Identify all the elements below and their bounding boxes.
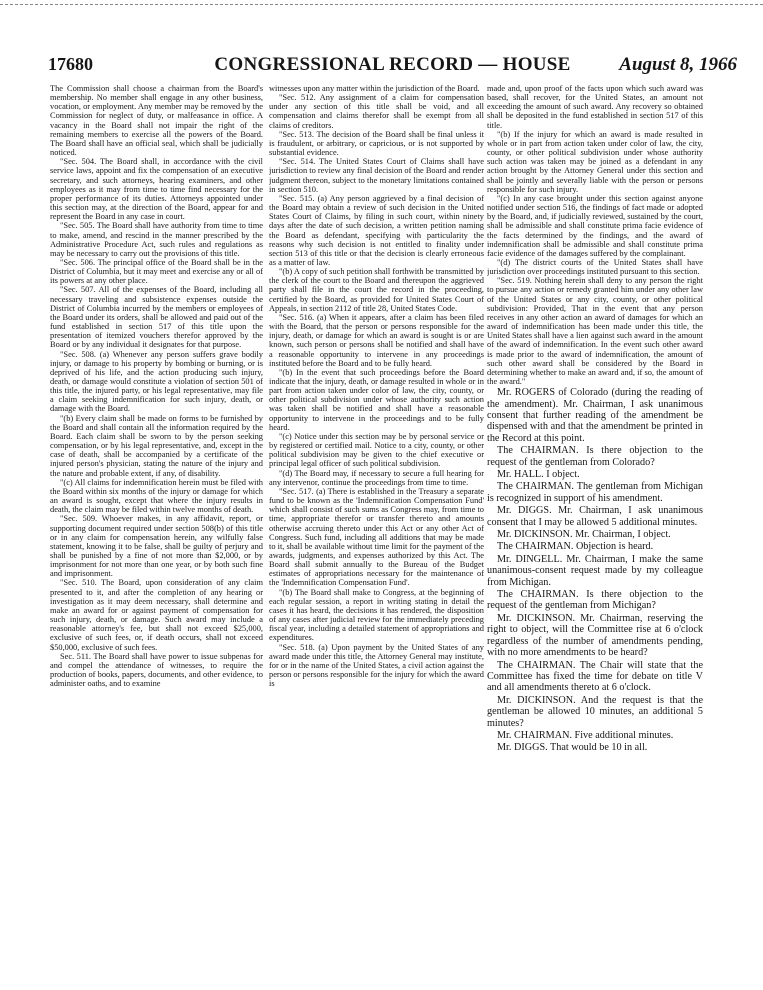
paragraph: "(c) Notice under this section may be by personal service or by registered or certified mail. Notice to a city, county, or other political subdivision may be given to the chief executive or principal legal officer of such political subdivision. — [269, 431, 484, 469]
paragraph: "Sec. 514. The United States Court of Claims shall have jurisdiction to review any final decision of the Board and render judgment thereon, subject to the monetary limitations contained in section 510. — [269, 157, 484, 194]
paragraph: "(d) The district courts of the United States shall have jurisdiction over proceedings instituted pursuant to this section. — [487, 257, 703, 277]
paragraph: "Sec. 504. The Board shall, in accordance with the civil service laws, appoint and fix the compensation of an executive secretary, and such attorneys, hearing examiners, and other employees as it may from time to time find necessary for the proper performance of its duties. Attorneys appointed under this section may, at the direction of the Board, appear for and represent the Board in any case in court. — [50, 157, 263, 222]
paragraph: "(b) A copy of such petition shall forthwith be transmitted by the clerk of the court to the Board and thereupon the aggrieved party shall file in the court the record in the proceeding, certified by the Board, as provided for United States Court of Appeals, in section 2112 of title 28, United States Code. — [269, 267, 484, 313]
paragraph: "(b) Every claim shall be made on forms to be furnished by the Board and shall contain all the information required by the Board. Each claim shall be sworn to by the person seeking compensation, or by his legal representative, and, except in the case of death, shall be accompanied by a certificate of the injured person's physician, stating the nature of the injury and the nature and probable extent, if any, of disability. — [50, 413, 263, 478]
page-date: August 8, 1966 — [619, 54, 737, 75]
paragraph: "(b) If the injury for which an award is made resulted in whole or in part from action taken under color of law, the city, county, or other political subdivision under whose authority such action was taken may be joined as a defendant in any action brought by the Attorney General under this section and shall be jointly and severally liable with the person or persons responsible for such injury. — [487, 129, 703, 194]
paragraph: The CHAIRMAN. Is there objection to the request of the gentleman from Colorado? — [487, 445, 703, 468]
paragraph: "Sec. 509. Whoever makes, in any affidavit, report, or supporting document required under section 508(b) of this title or in any claim for compensation herein, any wilfully false statement, knowing it to be false, shall be guilty of perjury and shall be punished by a fine of not more than $2,000, or by imprisonment for not more than one year, or by both such fine and imprisonment. — [50, 514, 263, 579]
column-2 — [269, 84, 484, 964]
paragraph: "Sec. 505. The Board shall have authority from time to time to make, amend, and rescind in the manner prescribed by the Administrative Procedure Act, such rules and regulations as may be necessary to carry out the provisions of this title. — [50, 221, 263, 258]
paragraph: "(d) The Board may, if necessary to secure a full hearing for any intervenor, continue the proceedings from time to time. — [269, 468, 484, 487]
paragraph: "Sec. 512. Any assignment of a claim for compensation under any section of this title shall be void, and all compensation and claims therefor shall be exempt from all claims of creditors. — [269, 93, 484, 130]
paragraph: made and, upon proof of the facts upon which such award was based, shall recover, for the United States, an amount not exceeding the amount of such award. Any recovery so obtained shall be deposited in the fund established in section 517 of this title. — [487, 84, 703, 130]
page-header — [48, 54, 737, 80]
paragraph: Sec. 511. The Board shall have power to issue subpenas for and compel the attendance of witnesses, to require the production of books, papers, documents, and other evidence, to administer oaths, and to examine — [50, 651, 263, 689]
paragraph: The CHAIRMAN. Is there objection to the request of the gentleman from Michigan? — [487, 589, 703, 612]
paragraph: Mr. HALL. I object. — [497, 469, 580, 480]
column-1 — [50, 84, 263, 964]
paragraph: "Sec. 516. (a) When it appears, after a claim has been filed with the Board, that the person or persons responsible for the injury, death, or damage for which an award is sought is or are known, such person or persons shall be notified and shall have a reasonable opportunity to intervene in any proceedings instituted before the Board and to be fully heard. — [269, 312, 484, 368]
page-title: CONGRESSIONAL RECORD — HOUSE — [214, 54, 571, 75]
paragraph: "Sec. 506. The principal office of the Board shall be in the District of Columbia, but it may meet and exercise any or all of its powers at any other place. — [50, 257, 263, 286]
paragraph: "Sec. 510. The Board, upon consideration of any claim presented to it, and after the completion of any hearing or investigation as it may deem necessary, shall determine and make an award for or against payment of compensation for such injury, death, or damage. Such award may include a reasonable attorney's fee, but shall not exceed $25,000, exclusive of such fees, or, if death occurs, shall not exceed $50,000, exclusive of such fees. — [50, 578, 263, 652]
paragraph: "Sec. 519. Nothing herein shall deny to any person the right to pursue any action or remedy granted him under any other law of the United States or any city, county, or other political subdivision: Provided, That in the event that any person receives in any other action an award of damages for which an award of indemnification has been made under this title, the United States shall have a lien against such award in the amount of the award of indemnification. In the event such other award is made prior to the award of indemnification, the amount of such other award shall be considered by the Board in determining whether to make an award and, if so, the amount of the award." — [487, 276, 703, 386]
paragraph: "Sec. 515. (a) Any person aggrieved by a final decision of the Board may obtain a review of such decision in the United States Court of Claims, by filing in such court, within ninety days after the date of such decision, a written petition naming the Board as defendant, specifying with particularity the reasons why such decision is not entitled to finality under section 513 of this title or that the decision is clearly erroneous as a matter of law. — [269, 193, 484, 267]
paragraph: The Commission shall choose a chairman from the Board's membership. No member shall engage in any other business, vocation, or employment. Any member may be removed by the Commission for neglect of duty, or malfeasance in office. A vacancy in the Board shall not impair the right of the remaining members to exercise all the powers of the Board. The Board shall have an official seal, which shall be judicially noticed. — [50, 84, 263, 158]
paragraph: "(b) The Board shall make to Congress, at the beginning of each regular session, a report in writing stating in detail the cases it has heard, the decisions it has rendered, the disposition of any cases after judicial review for the immediately preceding fiscal year, including a detailed statement of appropriations and expenditures. — [269, 587, 484, 643]
paragraph: The CHAIRMAN. The gentleman from Michigan is recognized in support of his amendment. — [487, 481, 703, 504]
paragraph: Mr. DINGELL. Mr. Chairman, I make the same unanimous-consent request made by my colleague from Michigan. — [487, 553, 703, 588]
paragraph: Mr. DICKINSON. Mr. Chairman, I object. — [497, 529, 671, 541]
top-edge-rule — [0, 0, 763, 5]
paragraph: "Sec. 507. All of the expenses of the Board, including all necessary traveling and subsistence expenses outside the District of Columbia incurred by the members or employees of the Board under its orders, shall be allowed and paid out of the fund established in section 517 of this title upon the presentation of itemized vouchers therefor approved by the Board or by any individual it designates for that purpose. — [50, 285, 263, 350]
page-number: 17680 — [48, 54, 93, 74]
paragraph: The CHAIRMAN. The Chair will state that the Committee has fixed the time for debate on title V and all amendments thereto at 6 o'clock. — [487, 659, 703, 694]
paragraph: "Sec. 508. (a) Whenever any person suffers grave bodily injury, or damage to his property by bombing or burning, or is deprived of his life, and the action producing such injury, death, or damage would constitute a violation of section 501 of this title, the injured party, or his legal representative, may file a claim seeking indemnification for such injury, death, or damage with the Board. — [50, 349, 263, 414]
paragraph: Mr. DICKINSON. Mr. Chairman, reserving the right to object, will the Committee rise at 6 o'clock regardless of the number of amendments pending, with no more amendments to be heard? — [487, 612, 703, 659]
paragraph: "(c) All claims for indemnification herein must be filed with the Board within six months of the injury or damage for which an award is sought, except that where the injury results in death, the claim may be filed within twelve months of death. — [50, 477, 263, 515]
paragraph: witnesses upon any matter within the jurisdiction of the Board. — [269, 84, 480, 93]
paragraph: Mr. DIGGS. That would be 10 in all. — [497, 742, 648, 754]
paragraph: "(c) In any case brought under this section against anyone notified under section 516, the findings of fact made or adopted by the Board, and, if judicially reviewed, sustained by the court, shall be admissible and shall constitute prima facie evidence of the facts determined by the findings, and the award of indemnification shall be admissible and shall constitute prima facie evidence of the damages suffered by the complainant. — [487, 193, 703, 258]
paragraph: "Sec. 518. (a) Upon payment by the United States of any award made under this title, the Attorney General may institute, for or in the name of the United States, a civil action against the person or persons responsible for the injury for which the award is — [269, 642, 484, 689]
paragraph: Mr. DICKINSON. And the request is that the gentleman be allowed 10 minutes, an additional 5 minutes? — [487, 694, 703, 729]
paragraph: "Sec. 513. The decision of the Board shall be final unless it is fraudulent, or arbitrary, or capricious, or is not supported by substantial evidence. — [269, 129, 484, 158]
paragraph: "(b) In the event that such proceedings before the Board indicate that the injury, death, or damage resulted in whole or in part from action taken under color of law, the city, county, or other political subdivision under whose authority such action was taken shall be notified and shall have a reasonable opportunity to intervene in the proceedings and to be fully heard. — [269, 367, 484, 432]
paragraph: Mr. DIGGS. Mr. Chairman, I ask unanimous consent that I may be allowed 5 additional minutes. — [487, 505, 703, 528]
paragraph: Mr. CHAIRMAN. Five additional minutes. — [497, 729, 674, 741]
paragraph: Mr. ROGERS of Colorado (during the reading of the amendment). Mr. Chairman, I ask unanimous consent that further reading of the amendment be dispensed with and that the amendment be printed in the Record at this point. — [487, 387, 703, 444]
paragraph: "Sec. 517. (a) There is established in the Treasury a separate fund to be known as the 'Indemnification Compensation Fund' which shall consist of such sums as Congress may, from time to time, appropriate therefor or transfer thereto and amounts otherwise accruing thereto under this Act or any other Act of Congress. Such fund, including all additions that may be made to it, shall be available without time limit for the payment of the awards, judgments, and expenses authorized by this Act. The Board shall submit annually to the Bureau of the Budget estimates of appropriations necessary for the maintenance of the 'Indemnification Compensation Fund'. — [269, 486, 484, 588]
column-3 — [487, 84, 703, 964]
paragraph: The CHAIRMAN. Objection is heard. — [497, 541, 654, 553]
